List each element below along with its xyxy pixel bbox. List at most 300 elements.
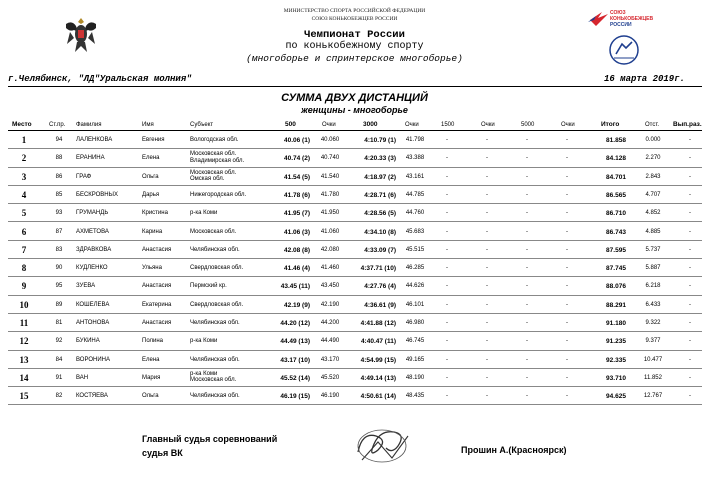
empty-cell: - bbox=[486, 356, 488, 363]
gap-cell: 10.477 bbox=[643, 356, 663, 363]
place-cell: 13 bbox=[19, 354, 29, 365]
judge-category: судья ВК bbox=[142, 448, 183, 458]
qualification-cell: - bbox=[689, 338, 691, 345]
col-points-5000: Очки bbox=[561, 122, 575, 128]
qualification-cell: - bbox=[689, 210, 691, 217]
empty-cell: - bbox=[566, 283, 568, 290]
empty-cell: - bbox=[486, 246, 488, 253]
empty-cell: - bbox=[446, 393, 448, 400]
empty-cell: - bbox=[486, 137, 488, 143]
points-500-cell: 45.520 bbox=[320, 374, 340, 381]
empty-cell: - bbox=[486, 301, 488, 308]
time-3000-cell: 4:40.47 (11) bbox=[360, 338, 396, 346]
time-3000-cell: 4:34.10 (8) bbox=[364, 228, 396, 236]
subject-line: р-ка Коми bbox=[190, 210, 218, 217]
surname-cell: БУКИНА bbox=[76, 338, 100, 345]
col-3000: 3000 bbox=[363, 121, 378, 128]
qualification-cell: - bbox=[689, 246, 691, 253]
table-row bbox=[0, 149, 709, 167]
col-surname: Фамилия bbox=[76, 122, 102, 128]
qualification-cell: - bbox=[689, 301, 691, 308]
subject-cell bbox=[190, 265, 243, 272]
subject-line: Нижегородская обл. bbox=[190, 191, 247, 198]
empty-cell: - bbox=[446, 155, 448, 162]
surname-cell: КОСТЯЕВА bbox=[76, 393, 108, 400]
empty-cell: - bbox=[486, 393, 488, 400]
subject-line: Челябинская обл. bbox=[190, 393, 240, 400]
table-row bbox=[0, 204, 709, 222]
bib-cell: 95 bbox=[55, 283, 63, 290]
empty-cell: - bbox=[446, 356, 448, 363]
subject-line: Омская обл. bbox=[190, 176, 225, 183]
points-500-cell: 41.540 bbox=[320, 173, 340, 180]
time-3000-cell: 4:10.79 (1) bbox=[364, 137, 396, 144]
first-name-cell: Мария bbox=[142, 374, 161, 381]
empty-cell: - bbox=[526, 374, 528, 381]
chief-judge-name: Прошин А.(Красноярск) bbox=[461, 445, 567, 455]
place-cell: 15 bbox=[19, 391, 29, 402]
place-cell: 4 bbox=[21, 189, 27, 200]
svg-text:РОССИИ: РОССИИ bbox=[610, 22, 632, 28]
first-name-cell: Анастасия bbox=[142, 246, 172, 253]
empty-cell: - bbox=[486, 210, 488, 217]
gap-cell: 9.322 bbox=[645, 320, 661, 326]
first-name-cell: Ульяна bbox=[142, 265, 162, 272]
empty-cell: - bbox=[526, 246, 528, 253]
points-500-cell: 41.460 bbox=[320, 265, 340, 272]
time-3000-cell: 4:36.61 (9) bbox=[364, 301, 396, 309]
empty-cell: - bbox=[566, 246, 568, 253]
col-subject: Субъект bbox=[190, 122, 214, 128]
gap-cell: 9.377 bbox=[645, 338, 661, 345]
empty-cell: - bbox=[486, 173, 488, 180]
bib-cell: 92 bbox=[55, 338, 63, 345]
surname-cell: ГРАФ bbox=[76, 173, 92, 180]
empty-cell: - bbox=[446, 338, 448, 345]
signature-icon bbox=[348, 422, 418, 468]
bib-cell: 82 bbox=[55, 393, 63, 400]
empty-cell: - bbox=[446, 210, 448, 217]
surname-cell: ГРУМАНДЬ bbox=[76, 210, 109, 217]
total-cell: 92.335 bbox=[606, 356, 626, 364]
time-3000-cell: 4:20.33 (3) bbox=[364, 155, 396, 163]
gap-cell: 5.737 bbox=[645, 246, 661, 253]
time-500-cell: 42.08 (8) bbox=[283, 246, 310, 254]
qualification-cell: - bbox=[689, 374, 691, 381]
subject-cell bbox=[190, 393, 240, 400]
subject-line: Челябинская обл. bbox=[190, 320, 240, 326]
empty-cell: - bbox=[566, 137, 568, 143]
first-name-cell: Анастасия bbox=[142, 283, 172, 290]
points-3000-cell: 46.285 bbox=[405, 265, 425, 272]
empty-cell: - bbox=[446, 137, 448, 143]
section-title: СУММА ДВУХ ДИСТАНЦИЙ bbox=[281, 92, 428, 104]
empty-cell: - bbox=[526, 356, 528, 363]
qualification-cell: - bbox=[689, 191, 691, 198]
col-1500: 1500 bbox=[441, 122, 455, 128]
points-3000-cell: 43.161 bbox=[405, 173, 425, 180]
svg-text:КОНЬКОБЕЖЦЕВ: КОНЬКОБЕЖЦЕВ bbox=[610, 16, 654, 22]
subject-cell bbox=[190, 170, 236, 183]
points-3000-cell: 45.515 bbox=[405, 246, 425, 253]
bib-cell: 83 bbox=[55, 246, 63, 253]
qualification-cell: - bbox=[689, 137, 691, 143]
section-subtitle: женщины - многоборье bbox=[301, 105, 408, 115]
subject-line: р-ка Коми bbox=[190, 338, 218, 345]
subject-cell bbox=[190, 338, 217, 345]
place-cell: 2 bbox=[21, 153, 27, 164]
subject-line: р-ка Коми bbox=[190, 370, 218, 377]
empty-cell: - bbox=[446, 191, 448, 198]
championship-subtitle: по конькобежному спорту bbox=[285, 41, 424, 52]
table-row bbox=[0, 369, 709, 387]
subject-cell bbox=[190, 302, 243, 309]
empty-cell: - bbox=[566, 356, 568, 363]
bib-cell: 84 bbox=[55, 356, 63, 363]
gap-cell: 4.852 bbox=[645, 210, 661, 217]
table-row bbox=[0, 351, 709, 369]
total-cell: 86.743 bbox=[606, 228, 626, 236]
bib-cell: 91 bbox=[55, 374, 63, 381]
total-cell: 87.595 bbox=[606, 246, 626, 254]
table-row bbox=[0, 186, 709, 204]
time-500-cell: 42.19 (9) bbox=[283, 301, 310, 309]
time-500-cell: 46.19 (15) bbox=[280, 393, 310, 401]
place-cell: 1 bbox=[21, 135, 27, 145]
points-3000-cell: 45.683 bbox=[405, 228, 425, 235]
empty-cell: - bbox=[526, 283, 528, 290]
empty-cell: - bbox=[526, 155, 528, 162]
points-3000-cell: 44.785 bbox=[405, 191, 425, 198]
empty-cell: - bbox=[486, 265, 488, 272]
col-bib: Ст.пр. bbox=[49, 122, 66, 128]
qualification-cell: - bbox=[689, 283, 691, 290]
place-cell: 7 bbox=[21, 244, 27, 255]
surname-cell: КУДЛЕНКО bbox=[76, 265, 108, 272]
first-name-cell: Ольга bbox=[142, 173, 159, 180]
total-cell: 81.858 bbox=[606, 137, 626, 144]
gap-cell: 4.707 bbox=[645, 191, 661, 198]
total-cell: 91.235 bbox=[606, 338, 626, 346]
total-cell: 86.710 bbox=[606, 210, 626, 218]
subject-line: Свердловская обл. bbox=[190, 301, 244, 308]
points-500-cell: 43.450 bbox=[320, 283, 340, 290]
gap-cell: 12.767 bbox=[643, 393, 663, 400]
time-3000-cell: 4:50.61 (14) bbox=[360, 393, 396, 401]
skating-union-logo-icon bbox=[586, 6, 662, 66]
empty-cell: - bbox=[526, 191, 528, 198]
time-3000-cell: 4:28.56 (5) bbox=[364, 210, 396, 218]
venue-city: г.Челябинск, "ЛД"Уральская молния" bbox=[8, 74, 192, 84]
points-500-cell: 44.490 bbox=[320, 338, 340, 345]
first-name-cell: Елена bbox=[142, 356, 160, 363]
empty-cell: - bbox=[566, 173, 568, 180]
bib-cell: 89 bbox=[55, 301, 63, 308]
subject-line: Вологодская обл. bbox=[190, 137, 239, 143]
col-place: Место bbox=[12, 121, 32, 128]
gap-cell: 6.433 bbox=[645, 301, 661, 308]
empty-cell: - bbox=[526, 265, 528, 272]
first-name-cell: Анастасия bbox=[142, 320, 172, 326]
bib-cell: 88 bbox=[55, 155, 63, 162]
row-divider bbox=[8, 404, 702, 405]
first-name-cell: Ольга bbox=[142, 393, 159, 400]
qualification-cell: - bbox=[689, 228, 691, 235]
subject-cell bbox=[190, 210, 217, 217]
points-3000-cell: 48.435 bbox=[405, 393, 425, 400]
time-3000-cell: 4:33.09 (7) bbox=[364, 246, 396, 254]
time-500-cell: 41.54 (5) bbox=[283, 173, 310, 181]
time-500-cell: 40.06 (1) bbox=[283, 137, 310, 144]
surname-cell: ВАН bbox=[76, 374, 89, 381]
empty-cell: - bbox=[446, 265, 448, 272]
first-name-cell: Екатерина bbox=[142, 301, 172, 308]
total-cell: 86.565 bbox=[606, 191, 626, 199]
empty-cell: - bbox=[526, 228, 528, 235]
empty-cell: - bbox=[526, 137, 528, 143]
table-row bbox=[0, 223, 709, 241]
table-row bbox=[0, 131, 709, 149]
table-row bbox=[0, 332, 709, 350]
gap-cell: 5.887 bbox=[645, 265, 661, 272]
subject-cell bbox=[190, 371, 236, 384]
empty-cell: - bbox=[486, 155, 488, 162]
surname-cell: ЕРАНИНА bbox=[76, 155, 105, 162]
col-points-3000: Очки bbox=[405, 122, 419, 128]
time-500-cell: 44.49 (13) bbox=[280, 338, 310, 346]
coat-of-arms-icon bbox=[62, 14, 100, 54]
empty-cell: - bbox=[566, 320, 568, 326]
bib-cell: 90 bbox=[55, 265, 63, 272]
time-500-cell: 40.74 (2) bbox=[283, 155, 310, 163]
empty-cell: - bbox=[566, 155, 568, 162]
first-name-cell: Полина bbox=[142, 338, 164, 345]
total-cell: 84.701 bbox=[606, 173, 626, 181]
empty-cell: - bbox=[526, 301, 528, 308]
total-cell: 94.625 bbox=[606, 393, 626, 401]
empty-cell: - bbox=[446, 228, 448, 235]
surname-cell: БЕСКРОВНЫХ bbox=[76, 191, 118, 198]
championship-title: Чемпионат России bbox=[304, 29, 405, 41]
total-cell: 87.745 bbox=[606, 265, 626, 273]
total-cell: 88.291 bbox=[606, 301, 626, 309]
surname-cell: ЛАЛЕНКОВА bbox=[76, 137, 113, 143]
time-3000-cell: 4:49.14 (13) bbox=[360, 374, 396, 382]
col-5000: 5000 bbox=[521, 122, 535, 128]
subject-cell bbox=[190, 320, 240, 327]
time-500-cell: 41.46 (4) bbox=[283, 265, 310, 273]
empty-cell: - bbox=[566, 393, 568, 400]
time-3000-cell: 4:37.71 (10) bbox=[360, 265, 396, 273]
table-row bbox=[0, 277, 709, 295]
header-divider bbox=[8, 86, 702, 87]
table-row bbox=[0, 314, 709, 332]
subject-line: Свердловская обл. bbox=[190, 265, 244, 272]
surname-cell: ЗУЕВА bbox=[76, 283, 96, 290]
subject-line: Челябинская обл. bbox=[190, 356, 240, 363]
points-3000-cell: 44.626 bbox=[405, 283, 425, 290]
points-3000-cell: 44.760 bbox=[405, 210, 425, 217]
empty-cell: - bbox=[566, 338, 568, 345]
col-points-500: Очки bbox=[322, 122, 336, 128]
bib-cell: 86 bbox=[55, 173, 63, 180]
points-3000-cell: 49.165 bbox=[405, 356, 425, 363]
bib-cell: 87 bbox=[55, 228, 63, 235]
points-3000-cell: 46.980 bbox=[405, 320, 425, 326]
col-qualification: Вып.раз. bbox=[673, 121, 702, 128]
qualification-cell: - bbox=[689, 265, 691, 272]
empty-cell: - bbox=[486, 320, 488, 326]
points-500-cell: 42.190 bbox=[320, 301, 340, 308]
subject-cell bbox=[190, 247, 240, 254]
empty-cell: - bbox=[526, 210, 528, 217]
empty-cell: - bbox=[486, 374, 488, 381]
first-name-cell: Кристина bbox=[142, 210, 168, 217]
empty-cell: - bbox=[486, 191, 488, 198]
place-cell: 11 bbox=[19, 318, 29, 328]
subject-line: Московская обл. bbox=[190, 151, 237, 158]
event-date: 16 марта 2019г. bbox=[603, 74, 685, 84]
first-name-cell: Дарья bbox=[142, 191, 160, 198]
subject-line: Владимирская обл. bbox=[190, 157, 245, 164]
place-cell: 9 bbox=[21, 281, 27, 292]
subject-line: Челябинская обл. bbox=[190, 246, 240, 253]
subject-cell bbox=[190, 283, 227, 290]
points-3000-cell: 46.101 bbox=[405, 301, 425, 308]
empty-cell: - bbox=[566, 210, 568, 217]
gap-cell: 6.218 bbox=[645, 283, 661, 290]
total-cell: 93.710 bbox=[606, 374, 626, 382]
points-500-cell: 42.080 bbox=[320, 246, 340, 253]
time-3000-cell: 4:28.71 (6) bbox=[364, 191, 396, 199]
subject-cell bbox=[190, 229, 236, 236]
surname-cell: АНТОНОВА bbox=[76, 320, 110, 326]
time-3000-cell: 4:18.97 (2) bbox=[364, 173, 396, 181]
empty-cell: - bbox=[526, 173, 528, 180]
place-cell: 5 bbox=[21, 208, 27, 219]
bib-cell: 93 bbox=[55, 210, 63, 217]
qualification-cell: - bbox=[689, 173, 691, 180]
empty-cell: - bbox=[566, 228, 568, 235]
qualification-cell: - bbox=[689, 393, 691, 400]
time-500-cell: 41.78 (6) bbox=[283, 191, 310, 199]
points-3000-cell: 43.388 bbox=[405, 155, 425, 162]
subject-cell bbox=[190, 151, 244, 164]
empty-cell: - bbox=[526, 393, 528, 400]
subject-cell bbox=[190, 137, 239, 144]
empty-cell: - bbox=[446, 246, 448, 253]
col-gap: Отст. bbox=[645, 122, 660, 128]
subject-line: Пермский кр. bbox=[190, 283, 227, 290]
place-cell: 8 bbox=[21, 263, 27, 274]
gap-cell: 11.852 bbox=[644, 374, 662, 381]
empty-cell: - bbox=[486, 283, 488, 290]
total-cell: 91.180 bbox=[606, 320, 626, 327]
subject-line: Московская обл. bbox=[190, 169, 237, 176]
points-500-cell: 44.200 bbox=[320, 320, 340, 326]
time-500-cell: 45.52 (14) bbox=[280, 374, 310, 382]
place-cell: 14 bbox=[19, 372, 29, 383]
ministry-line-1: МИНИСТЕРСТВО СПОРТА РОССИЙСКОЙ ФЕДЕРАЦИИ bbox=[283, 8, 426, 14]
bib-cell: 85 bbox=[55, 191, 63, 198]
gap-cell: 0.000 bbox=[645, 137, 661, 143]
surname-cell: ВОРОНИНА bbox=[76, 356, 110, 363]
gap-cell: 4.885 bbox=[645, 228, 661, 235]
time-3000-cell: 4:54.99 (15) bbox=[360, 356, 396, 364]
chief-judge-title: Главный судья соревнований bbox=[142, 434, 278, 444]
total-cell: 88.076 bbox=[606, 283, 626, 291]
empty-cell: - bbox=[446, 301, 448, 308]
empty-cell: - bbox=[566, 265, 568, 272]
subject-line: Московская обл. bbox=[190, 377, 237, 384]
table-row bbox=[0, 387, 709, 405]
time-500-cell: 41.95 (7) bbox=[283, 210, 310, 218]
bib-cell: 81 bbox=[55, 320, 63, 326]
empty-cell: - bbox=[446, 283, 448, 290]
subject-line: Московская обл. bbox=[190, 228, 237, 235]
table-row bbox=[0, 259, 709, 277]
first-name-cell: Карина bbox=[142, 228, 163, 235]
empty-cell: - bbox=[446, 374, 448, 381]
qualification-cell: - bbox=[689, 155, 691, 162]
points-3000-cell: 48.190 bbox=[405, 374, 425, 381]
col-500: 500 bbox=[285, 121, 296, 128]
empty-cell: - bbox=[566, 191, 568, 198]
time-3000-cell: 4:41.88 (12) bbox=[360, 320, 396, 327]
qualification-cell: - bbox=[689, 320, 691, 326]
col-total: Итого bbox=[601, 121, 620, 128]
col-first-name: Имя bbox=[142, 122, 154, 128]
bib-cell: 94 bbox=[55, 137, 63, 143]
subject-cell bbox=[190, 192, 246, 199]
empty-cell: - bbox=[526, 320, 528, 326]
empty-cell: - bbox=[446, 173, 448, 180]
surname-cell: ЗДРАВКОВА bbox=[76, 246, 112, 253]
empty-cell: - bbox=[446, 320, 448, 326]
points-3000-cell: 46.745 bbox=[405, 338, 425, 345]
time-500-cell: 44.20 (12) bbox=[280, 320, 310, 327]
table-row bbox=[0, 168, 709, 186]
surname-cell: АХМЕТОВА bbox=[76, 228, 109, 235]
gap-cell: 2.843 bbox=[645, 173, 661, 180]
points-500-cell: 41.950 bbox=[320, 210, 340, 217]
empty-cell: - bbox=[526, 338, 528, 345]
gap-cell: 2.270 bbox=[645, 155, 661, 162]
subject-cell bbox=[190, 357, 240, 364]
time-3000-cell: 4:27.76 (4) bbox=[364, 283, 396, 291]
place-cell: 6 bbox=[21, 226, 27, 237]
points-500-cell: 41.060 bbox=[320, 228, 340, 235]
col-points-1500: Очки bbox=[481, 122, 495, 128]
first-name-cell: Елена bbox=[142, 155, 160, 162]
place-cell: 3 bbox=[21, 171, 27, 182]
empty-cell: - bbox=[566, 374, 568, 381]
empty-cell: - bbox=[486, 228, 488, 235]
qualification-cell: - bbox=[689, 356, 691, 363]
empty-cell: - bbox=[486, 338, 488, 345]
place-cell: 10 bbox=[19, 299, 29, 310]
place-cell: 12 bbox=[19, 336, 29, 347]
points-500-cell: 40.060 bbox=[320, 137, 340, 143]
points-500-cell: 40.740 bbox=[320, 155, 340, 162]
table-row bbox=[0, 296, 709, 314]
surname-cell: КОШЕЛЕВА bbox=[76, 301, 110, 308]
points-500-cell: 41.780 bbox=[320, 191, 340, 198]
table-row bbox=[0, 241, 709, 259]
svg-text:СОЮЗ: СОЮЗ bbox=[610, 10, 626, 16]
time-500-cell: 43.45 (11) bbox=[280, 283, 310, 291]
total-cell: 84.128 bbox=[606, 155, 626, 163]
